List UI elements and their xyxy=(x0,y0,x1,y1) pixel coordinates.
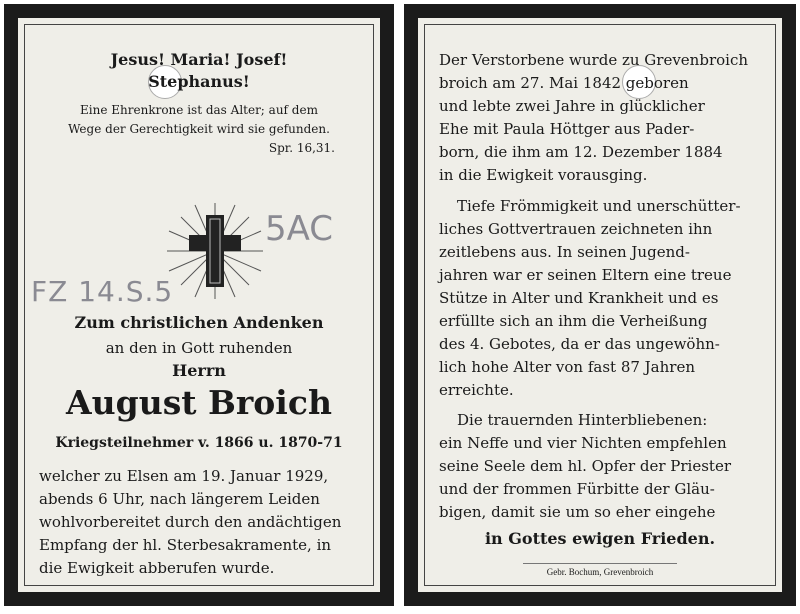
bio-p1-line6: in die Ewigkeit vorausging. xyxy=(439,166,648,184)
right-card-inner-border xyxy=(424,24,776,586)
right-card-panel xyxy=(404,4,796,606)
invocation-line2: Stephanus! xyxy=(148,72,250,91)
veteran-line: Kriegsteilnehmer v. 1866 u. 1870-71 xyxy=(55,435,343,451)
closing-line: in Gottes ewigen Frieden. xyxy=(484,529,716,548)
bio-p1-line3: und lebte zwei Jahre in glücklicher xyxy=(439,97,705,115)
pencil-note-fz: FZ 14.S.5 xyxy=(31,275,174,308)
left-card-paper xyxy=(18,18,380,592)
bio-p2-line4: jahren war er seinen Eltern eine treue xyxy=(439,266,732,284)
bio-p1-line2: broich am 27. Mai 1842 geboren xyxy=(439,74,689,92)
death-line2: abends 6 Uhr, nach längerem Leiden xyxy=(39,490,320,508)
right-card-paper xyxy=(418,18,782,592)
deceased-name: August Broich xyxy=(66,383,332,422)
death-line1: welcher zu Elsen am 19. Januar 1929, xyxy=(39,467,329,485)
bio-p3-line1: Die trauernden Hinterbliebenen: xyxy=(457,411,708,429)
pencil-note-5ac: 5AC xyxy=(265,209,334,249)
printer-credit: Gebr. Bochum, Grevenbroich xyxy=(546,567,654,577)
cross-emblem-icon xyxy=(165,201,265,301)
verse-line1: Eine Ehrenkrone ist das Alter; auf dem xyxy=(80,103,318,117)
memorial-heading: Zum christlichen Andenken xyxy=(74,313,324,332)
verse-line2: Wege der Gerechtigkeit wird sie gefunden. xyxy=(68,122,330,136)
bio-p1-line4: Ehe mit Paula Höttger aus Pader- xyxy=(439,120,695,138)
bio-p1-line1: Der Verstorbene wurde zu Grevenbroich xyxy=(439,51,749,69)
bio-p3-line2: ein Neffe und vier Nichten empfehlen xyxy=(439,434,727,452)
bio-p2-line3: zeitlebens aus. In seinen Jugend- xyxy=(439,243,690,261)
invocation-line1: Jesus! Maria! Josef! xyxy=(110,50,288,69)
bio-p2-line5: Stütze in Alter und Krankheit und es xyxy=(439,289,719,307)
bio-p3-line5: bigen, damit sie um so eher eingehe xyxy=(439,503,716,521)
honorific: Herrn xyxy=(172,361,226,380)
death-line4: Empfang der hl. Sterbesakramente, in xyxy=(39,536,332,554)
bio-p2-line9: erreichte. xyxy=(439,381,514,399)
left-card-panel xyxy=(4,4,394,606)
bio-p2-line7: des 4. Gebotes, da er das ungewöhn- xyxy=(439,335,720,353)
bio-p1-line5: born, die ihm am 12. Dezember 1884 xyxy=(439,143,723,161)
bio-p3-line3: seine Seele dem hl. Opfer der Priester xyxy=(439,457,732,475)
bio-p2-line2: liches Gottvertrauen zeichneten ihn xyxy=(439,220,713,238)
printer-divider xyxy=(523,563,677,564)
death-line3: wohlvorbereitet durch den andächtigen xyxy=(39,513,342,531)
bio-p2-line8: lich hohe Alter von fast 87 Jahren xyxy=(439,358,695,376)
bio-p2-line6: erfüllte sich an ihm die Verheißung xyxy=(439,312,708,330)
bio-p2-line1: Tiefe Frömmigkeit und unerschütter- xyxy=(457,197,741,215)
bio-p3-line4: und der frommen Fürbitte der Gläu- xyxy=(439,480,715,498)
verse-reference: Spr. 16,31. xyxy=(268,141,335,155)
left-card-inner-border xyxy=(24,24,374,586)
memorial-line2: an den in Gott ruhenden xyxy=(105,339,293,357)
death-line5: die Ewigkeit abberufen wurde. xyxy=(39,559,275,577)
